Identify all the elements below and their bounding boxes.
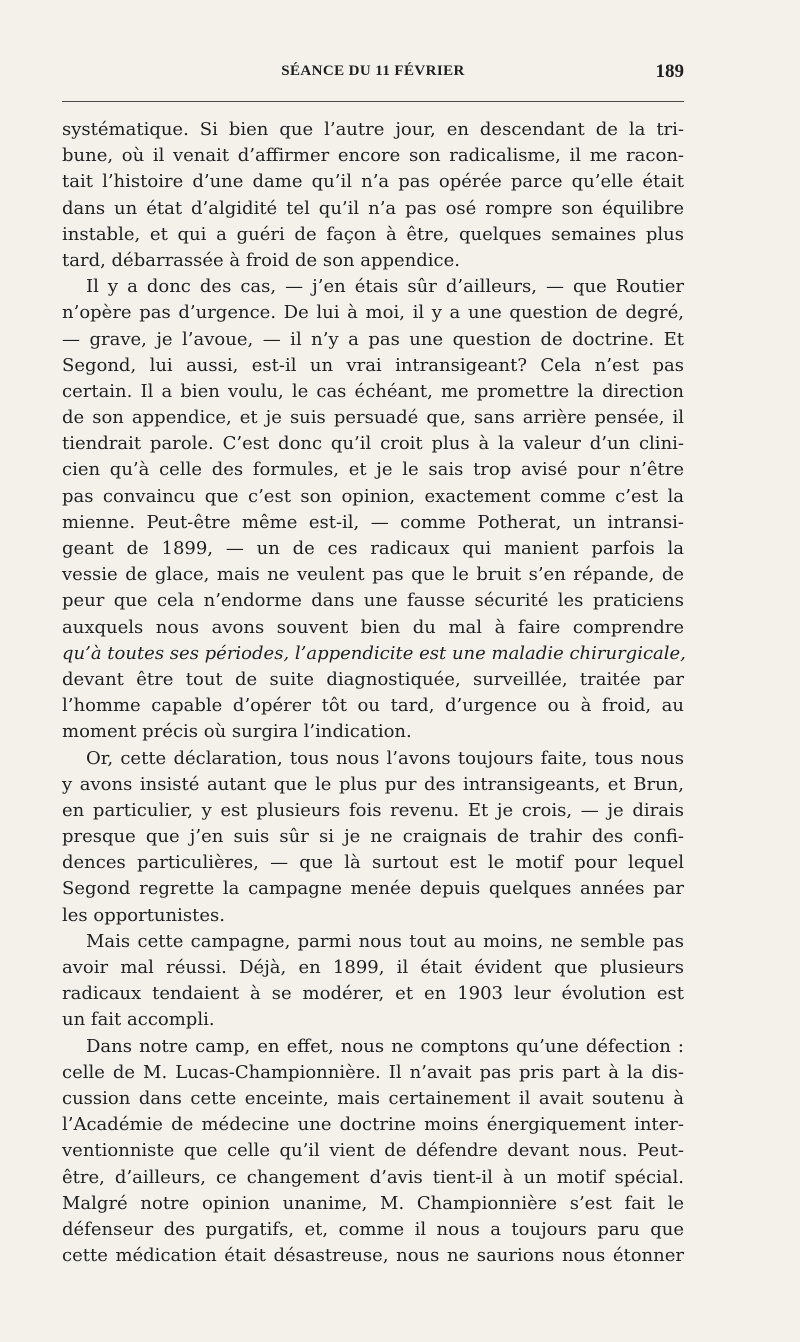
- text-line: qu’à toutes ses périodes, l’appendicite est une maladie chirurgicale,: [62, 642, 686, 664]
- text-line: de son appendice, et je suis persuadé que, sans arrière pensée, il: [62, 407, 684, 429]
- text-line: bune, où il venait d’affirmer encore son radicalisme, il me racon-: [62, 145, 684, 167]
- text-line: dans un état d’algidité tel qu’il n’a pas osé rompre son équilibre: [62, 197, 684, 219]
- text-line: pas convaincu que c’est son opinion, exactement comme c’est la: [62, 485, 684, 507]
- text-line: cussion dans cette enceinte, mais certainement il avait soutenu à: [62, 1087, 684, 1109]
- text-line: tiendrait parole. C’est donc qu’il croit plus à la valeur d’un clini-: [62, 433, 684, 455]
- text-line: Or, cette déclaration, tous nous l’avons toujours faite, tous nous: [86, 747, 684, 769]
- text-line: certain. Il a bien voulu, le cas échéant, me promettre la direction: [62, 380, 684, 402]
- text-line: Dans notre camp, en effet, nous ne comptons qu’une défection :: [86, 1035, 684, 1057]
- text-line: cette médication était désastreuse, nous ne saurions nous étonner: [62, 1245, 684, 1267]
- text-line: instable, et qui a guéri de façon à être, quelques semaines plus: [62, 223, 684, 245]
- text-line: vessie de glace, mais ne veulent pas que le bruit s’en répande, de: [62, 564, 684, 586]
- text-line: presque que j’en suis sûr si je ne craignais de trahir des confi-: [62, 826, 684, 848]
- text-line: mienne. Peut-être même est-il, — comme Potherat, un intransi-: [62, 511, 684, 533]
- text-line: peur que cela n’endorme dans une fausse sécurité les praticiens: [62, 590, 684, 612]
- page-header: [62, 63, 684, 85]
- text-line: ventionniste que celle qu’il vient de défendre devant nous. Peut-: [62, 1140, 684, 1162]
- text-line: Il y a donc des cas, — j’en étais sûr d’ailleurs, — que Routier: [86, 276, 684, 298]
- text-line: dences particulières, — que là surtout est le motif pour lequel: [62, 852, 684, 874]
- text-line: l’Académie de médecine une doctrine moins énergiquement inter-: [62, 1114, 684, 1136]
- text-line: les opportunistes.: [62, 904, 225, 926]
- text-line: Segond regrette la campagne menée depuis quelques années par: [62, 878, 684, 900]
- text-line: systématique. Si bien que l’autre jour, en descendant de la tri-: [62, 119, 684, 140]
- text-line: geant de 1899, — un de ces radicaux qui manient parfois la: [62, 538, 684, 559]
- text-line: moment précis où surgira l’indication.: [62, 721, 412, 743]
- text-line: avoir mal réussi. Déjà, en 1899, il était évident que plusieurs: [62, 957, 684, 978]
- header-rule: [62, 101, 684, 102]
- text-line: défenseur des purgatifs, et, comme il nous a toujours paru que: [62, 1218, 684, 1240]
- text-line: auxquels nous avons souvent bien du mal à faire comprendre: [62, 616, 684, 638]
- text-line: n’opère pas d’urgence. De lui à moi, il y a une question de degré,: [62, 302, 684, 324]
- running-title: SÉANCE DU 11 FÉVRIER: [281, 63, 465, 79]
- text-line: y avons insisté autant que le plus pur des intransigeants, et Brun,: [62, 773, 684, 795]
- text-line: Malgré notre opinion unanime, M. Championnière s’est fait le: [62, 1192, 684, 1214]
- text-line: l’homme capable d’opérer tôt ou tard, d’urgence ou à froid, au: [62, 695, 684, 717]
- text-line: celle de M. Lucas-Championnière. Il n’avait pas pris part à la dis-: [62, 1061, 684, 1083]
- text-line: Segond, lui aussi, est-il un vrai intransigeant? Cela n’est pas: [62, 354, 684, 376]
- text-line: — grave, je l’avoue, — il n’y a pas une question de doctrine. Et: [62, 328, 684, 350]
- text-line: un fait accompli.: [62, 1009, 215, 1031]
- text-line: tait l’histoire d’une dame qu’il n’a pas opérée parce qu’elle était: [62, 171, 684, 193]
- text-line: être, d’ailleurs, ce changement d’avis tient-il à un motif spécial.: [62, 1166, 684, 1188]
- text-line: devant être tout de suite diagnostiquée, surveillée, traitée par: [62, 668, 684, 690]
- text-line: cien qu’à celle des formules, et je le sais trop avisé pour n’être: [62, 459, 684, 481]
- text-line: tard, débarrassée à froid de son appendice.: [62, 249, 461, 271]
- text-line: radicaux tendaient à se modérer, et en 1903 leur évolution est: [62, 983, 684, 1005]
- body-text: [62, 117, 684, 1269]
- text-line: en particulier, y est plusieurs fois revenu. Et je crois, — je dirais: [62, 799, 684, 821]
- text-line: Mais cette campagne, parmi nous tout au moins, ne semble pas: [86, 930, 684, 952]
- page-number: 189: [655, 61, 684, 82]
